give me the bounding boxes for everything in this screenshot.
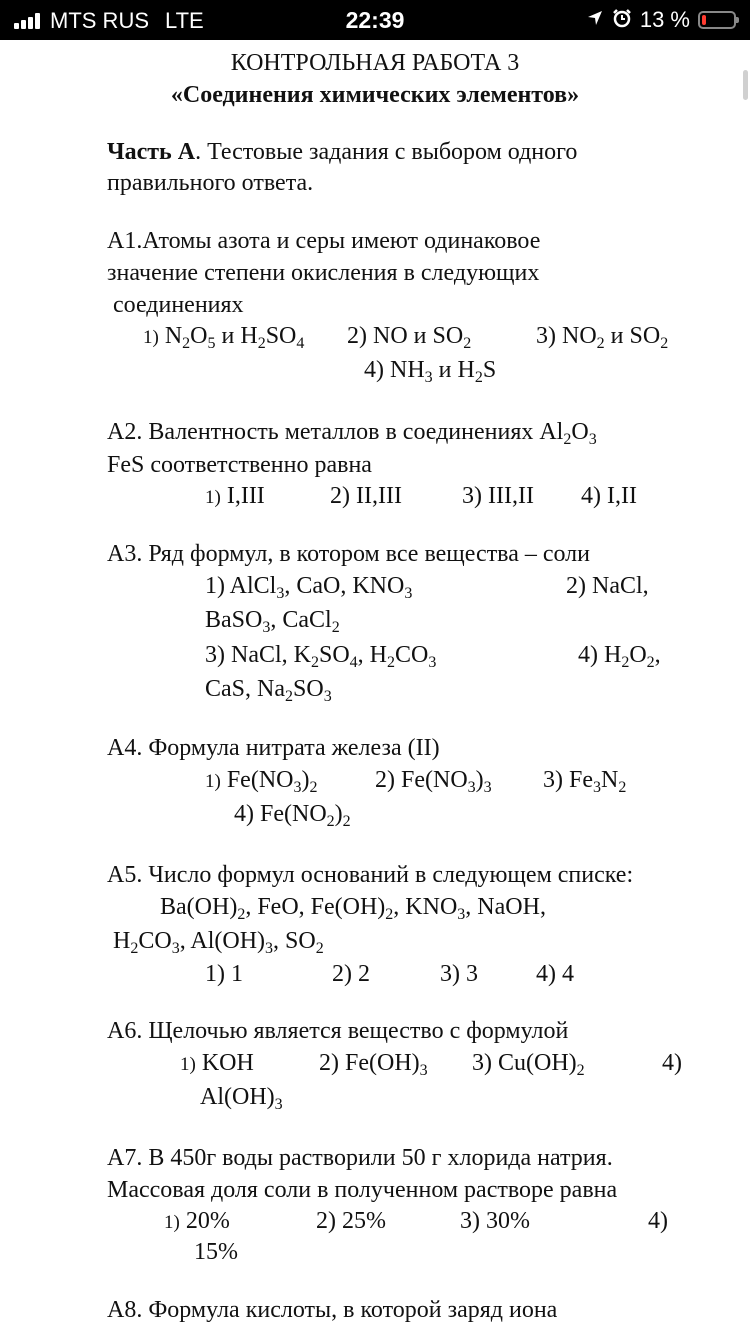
network-type: LTE [165,8,204,33]
q1-option-2: 2) NO и $SO_2$ [347,323,472,352]
q3-line1: А3. Ряд формул, в котором все вещества – соли [107,541,590,567]
q5-option-2: 2) 2 [332,961,370,987]
q7-option-3: 3) 30% [460,1208,530,1234]
q6-option-4: 4) [662,1050,682,1076]
carrier-name: MTS RUS [50,8,149,33]
q7-option-1: 1) 20% [164,1208,230,1234]
q1-option-3: 3) $NO_2$ и $SO_2$ [536,323,669,352]
q3-option-1: 1) AlCl$_3$, CaO, $KNO_3$ [205,573,413,602]
q5-option-4: 4) 4 [536,961,574,987]
document-page [0,40,750,1334]
battery-percent: 13 % [639,7,690,32]
q4-option-3: 3) $Fe_3N_2$ [543,767,627,796]
q4-option-4: 4) $Fe(NO_2)_2$ [234,801,351,830]
alarm-clock-icon [612,8,632,33]
q7-option-4-cont: 15% [194,1239,238,1265]
q1-line3: соединениях [113,292,244,318]
q2-option-1: 1) I,III [205,483,265,509]
q7-option-2: 2) 25% [316,1208,386,1234]
part-a-text: правильного ответа. [107,170,314,196]
status-right [586,7,736,33]
q5-option-1: 1) 1 [205,961,243,987]
q5-formula-list-2: $H_2CO_3$, $Al(OH)_3$, $SO_2$ [113,928,324,957]
q3-option-2: 2) NaCl, [566,573,649,599]
q5-formula-list-1: $Ba(OH)_2$, FeO, $Fe(OH)_2$, $KNO_3$, NaOH, [160,894,546,923]
q7-option-4: 4) [648,1208,668,1234]
q8-line1: А8. Формула кислоты, в которой заряд иона [107,1297,558,1323]
q7-line1: А7. В 450г воды растворили 50 г хлорида натрия. [107,1145,613,1171]
q2-option-2: 2) II,III [330,483,402,509]
q3-option-4: 4) $H_2O_2$, [578,642,661,671]
q2-line1: А2. Валентность металлов в соединениях $Al_2O_3$ [107,419,597,448]
q3-option-3: 3) NaCl, $K_2SO_4$, $H_2CO_3$ [205,642,437,671]
q5-option-3: 3) 3 [440,961,478,987]
q4-line1: А4. Формула нитрата железа (II) [107,735,440,761]
doc-title: КОНТРОЛЬНАЯ РАБОТА 3 [230,50,520,76]
q1-option-4: 4) $NH_3$ и $H_2S$ [364,357,497,386]
q2-line2: FeS соответственно равна [107,452,372,478]
q3-option-4-cont: CaS, $Na_2SO_3$ [205,676,332,705]
status-bar [0,0,750,40]
location-arrow-icon [586,9,604,32]
q5-line1: А5. Число формул оснований в следующем списке: [107,862,634,888]
q1-line1: А1.Атомы азота и серы имеют одинаковое [107,228,541,254]
part-a-heading: Часть А. Тестовые задания с выбором одного [107,139,578,165]
part-a-label: Часть А [107,139,196,165]
battery-icon [698,11,736,29]
q6-option-1: 1) KOH [180,1050,254,1076]
q6-option-3: 3) $Cu(OH)_2$ [472,1050,585,1079]
battery-level [702,15,706,25]
q3-option-2-cont: BaSO$_3$, CaCl$_2$ [205,607,340,636]
q6-option-4-cont: $Al(OH)_3$ [200,1084,283,1113]
q4-option-1: 1) $Fe(NO_3)_2$ [205,767,318,796]
q2-option-3: 3) III,II [462,483,534,509]
q4-option-2: 2) $Fe(NO_3)_3$ [375,767,492,796]
q6-option-2: 2) $Fe(OH)_3$ [319,1050,428,1079]
q1-line2: значение степени окисления в следующих [107,260,540,286]
q1-option-1: 1) $N_2O_5$ и $H_2SO_4$ [143,323,305,352]
q6-line1: А6. Щелочью является вещество с формулой [107,1018,569,1044]
doc-subtitle: «Соединения химических элементов» [170,82,580,108]
q2-option-4: 4) I,II [581,483,637,509]
clock: 22:39 [345,7,405,33]
q7-line2: Массовая доля соли в полученном растворе равна [107,1177,618,1203]
